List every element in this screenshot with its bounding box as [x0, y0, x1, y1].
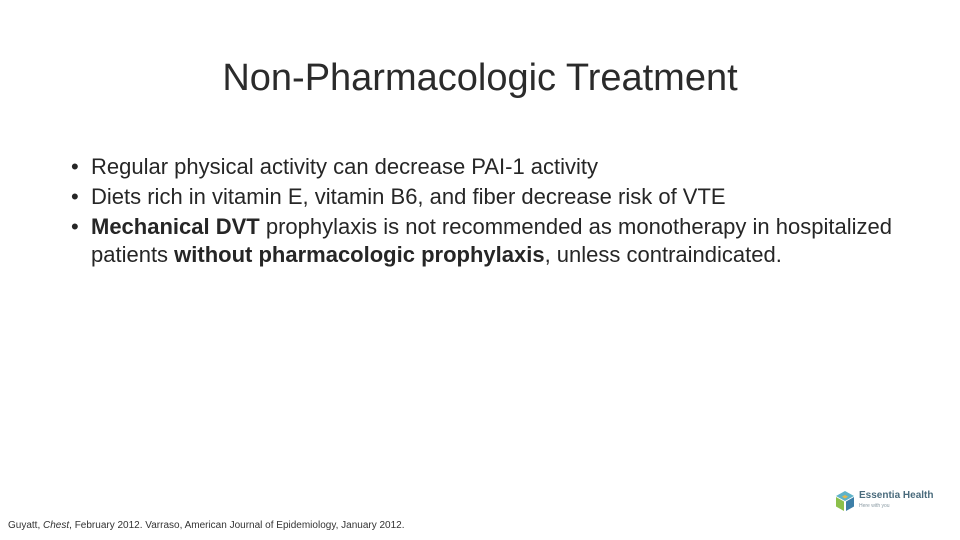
logo-tagline: Here with you — [859, 503, 890, 509]
essentia-health-logo — [835, 486, 933, 516]
slide-title: Non-Pharmacologic Treatment — [222, 57, 738, 99]
bullet-marker: • — [71, 154, 79, 179]
citation-text: , February 2012. Varraso, American Journal of Epidemiology, January 2012. — [69, 520, 405, 531]
bullet-text: prophylaxis is not recommended as monotherapy in hospitalized patients — [91, 214, 892, 267]
bullet-text: Diets rich in vitamin E, vitamin B6, and fiber decrease risk of VTE — [91, 184, 726, 209]
logo-name: Essentia Health — [859, 490, 934, 501]
bullet-marker: • — [71, 184, 79, 209]
bullet-bold-text: without pharmacologic prophylaxis — [174, 242, 545, 267]
bullet-item — [71, 183, 901, 211]
citation-journal: Chest — [43, 520, 70, 531]
bullet-bold-text: Mechanical DVT — [91, 214, 260, 239]
citation-footer — [8, 520, 405, 531]
bullet-item — [71, 213, 901, 269]
bullet-item — [71, 153, 901, 181]
bullet-text: Regular physical activity can decrease PAI-1 activity — [91, 154, 599, 179]
bullet-marker: • — [71, 214, 79, 239]
citation-text: Guyatt, — [8, 520, 44, 531]
bullet-text: , unless contraindicated. — [544, 242, 782, 267]
essentia-health-logo-icon — [835, 490, 855, 512]
bullet-list — [71, 153, 901, 271]
